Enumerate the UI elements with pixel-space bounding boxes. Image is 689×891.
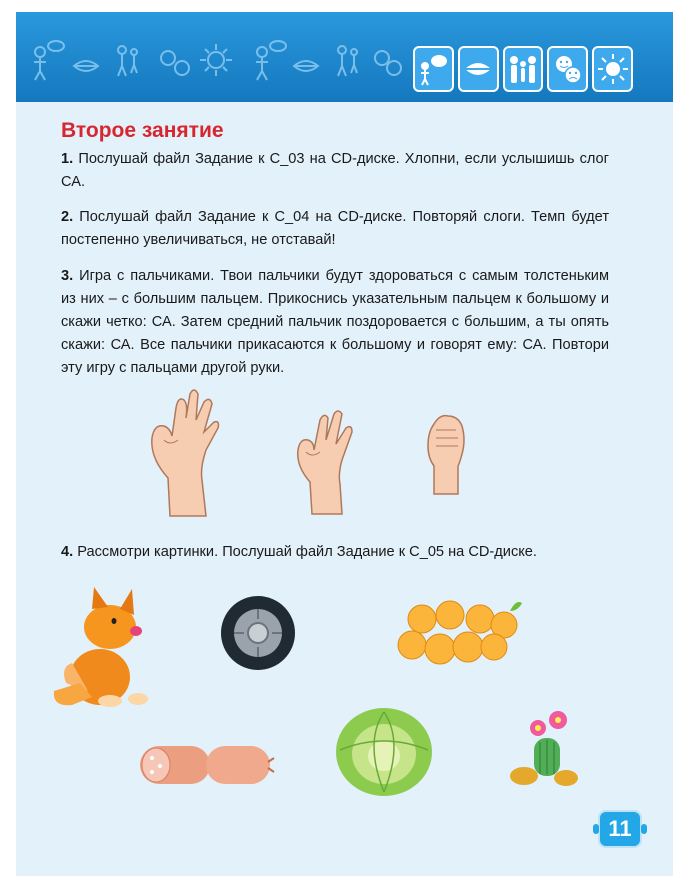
- task-4-number: 4.: [61, 544, 74, 560]
- lesson-title: Второе занятие: [61, 119, 224, 142]
- tire-icon: [219, 594, 297, 672]
- task-1-text: Послушай файл Задание к С_03 на CD-диске. Хлопни, если услышишь слог СА.: [61, 151, 609, 190]
- hand-fist-icon: [426, 410, 466, 496]
- cabbage-icon: [334, 702, 434, 798]
- speech-person-icon: [413, 46, 454, 92]
- cactus-icon: [508, 704, 580, 788]
- task-2: [61, 206, 609, 252]
- family-icon: [503, 46, 544, 92]
- fox-icon: [52, 587, 148, 711]
- sun-icon: [592, 46, 633, 92]
- task-3: [61, 265, 609, 380]
- task-2-number: 2.: [61, 209, 74, 225]
- hand-index-thumb-icon: [140, 388, 222, 518]
- task-3-text: Игра с пальчиками. Твои пальчики будут здороваться с самым толстеньким из них – с большим пальцем. Прикоснись указательным пальцем к большому и скажи четко: СА. Затем средний пальчик поздоровается с большим, а ты опять скажи: СА. Все пальчики прикасаются к большому и говорят ему: СА. Повтори эту игру с пальцами другой руки.: [61, 268, 609, 376]
- faded-icons-strip: [26, 38, 406, 82]
- task-1-number: 1.: [61, 151, 74, 167]
- apricots-icon: [396, 597, 524, 669]
- lips-icon: [458, 46, 499, 92]
- page-number: 11: [600, 812, 640, 846]
- task-1: [61, 148, 609, 194]
- faces-icon: [547, 46, 588, 92]
- page: [16, 12, 673, 876]
- task-2-text: Послушай файл Задание к С_04 на CD-диске. Повторяй слоги. Темп будет постепенно увеличиваться, не отставай!: [61, 209, 609, 248]
- header-icon-boxes: [413, 46, 633, 92]
- task-3-number: 3.: [61, 268, 74, 284]
- task-4: [61, 541, 609, 564]
- sausage-icon: [136, 740, 276, 788]
- hand-middle-thumb-icon: [288, 404, 358, 516]
- header-banner: [16, 12, 673, 102]
- task-4-text: Рассмотри картинки. Послушай файл Задание к С_05 на CD-диске.: [77, 544, 537, 560]
